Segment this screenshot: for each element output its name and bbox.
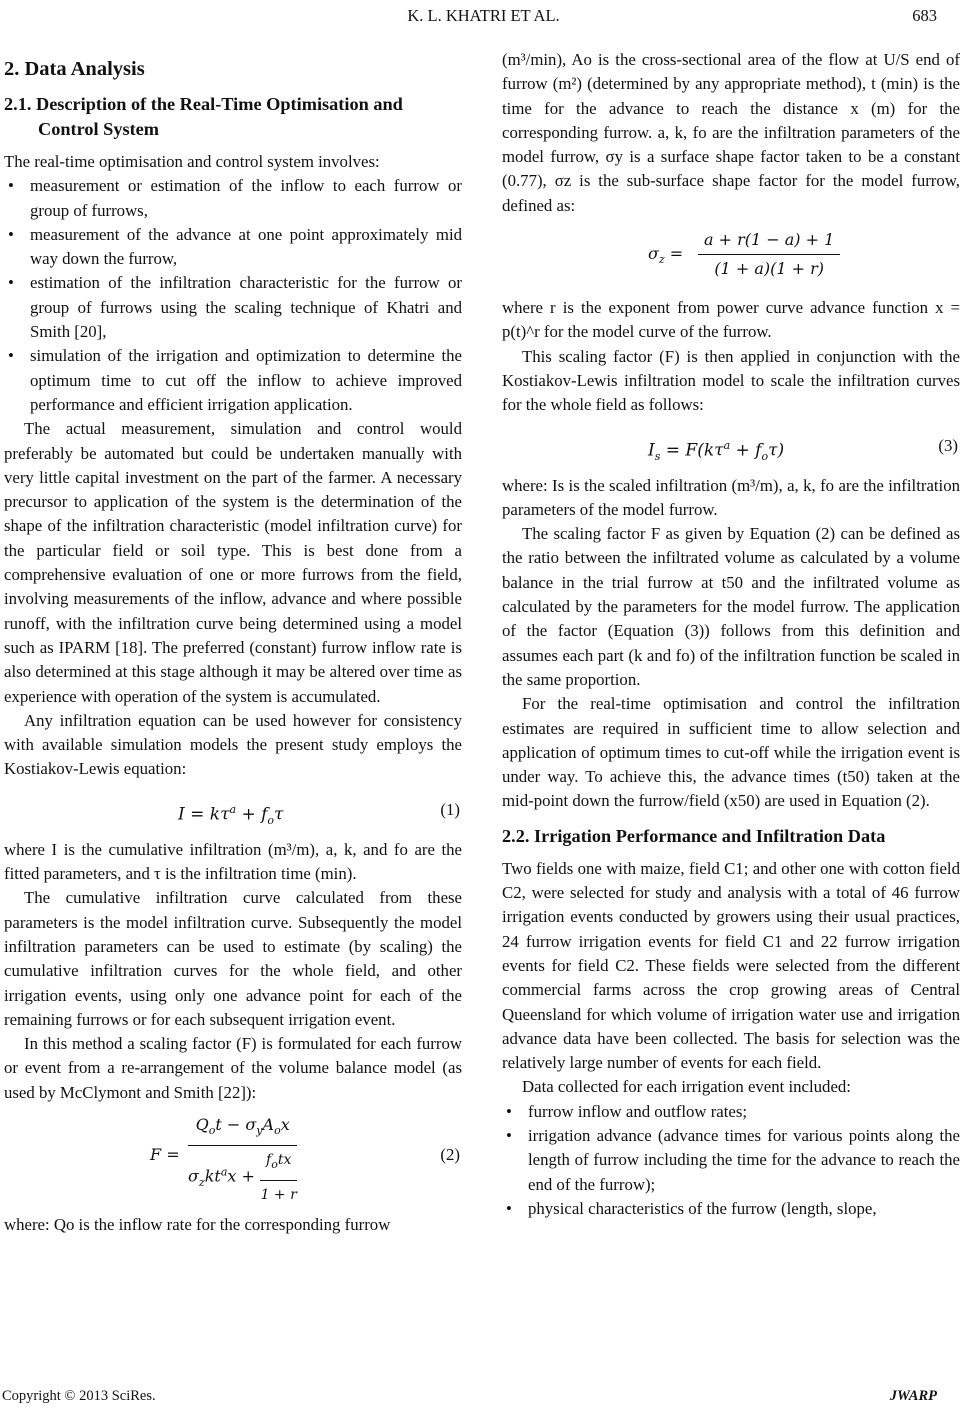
right-column bbox=[502, 48, 960, 1221]
paragraph: where I is the cumulative infiltration (m³/m), a, k, and fo are the fitted parameters, and τ is the infiltration time (min). bbox=[4, 839, 462, 884]
equation-3-body: $I_s = F(k\tau^a + f_o\tau)$ bbox=[648, 438, 785, 463]
paragraph: where r is the exponent from power curve advance function x = p(t)^r for the model curve of the furrow. bbox=[502, 298, 960, 342]
equation-number: (1) bbox=[440, 799, 460, 819]
copyright-text: Copyright © 2013 SciRes. bbox=[2, 1388, 156, 1404]
running-title: K. L. KHATRI ET AL. bbox=[407, 6, 560, 25]
paragraph: For the real-time optimisation and control the infiltration estimates are required in sufficient time to allow selection and application of optimum times to cut-off while the irrigation event is under way. To achieve this, the advance times (t50) taken at the mid-point down the furrow/field (x50) are used in Equation (2). bbox=[502, 694, 960, 811]
paragraph: The scaling factor F as given by Equation (2) can be defined as the ratio between the infiltrated volume as calculated by a volume balance in the trial furrow at t50 and the infiltrated volume as calculated by the parameters for the model furrow. The application of the factor (Equation (3)) follows from this definition and assumes each part (k and fo) of the infiltration function be scaled in the same proportion. bbox=[502, 524, 960, 689]
data-collected-list bbox=[502, 1100, 960, 1221]
paragraph: In this method a scaling factor (F) is formulated for each furrow or event from a re-arrangement of the volume balance model (as used by McClymont and Smith [22]): bbox=[4, 1034, 462, 1102]
equation-number: (2) bbox=[440, 1144, 460, 1164]
paragraph: Any infiltration equation can be used however for consistency with available simulation models the present study employs the Kostiakov-Lewis equation: bbox=[4, 710, 462, 779]
paragraph: The cumulative infiltration curve calculated from these parameters is the model infiltration curve. Subsequently the model infiltration parameters can be used to estimate (by scaling) the cumulative infiltration curves for the whole field, and other irrigation events, using only one advance point for each of the remaining furrows or for each subsequent irrigation event. bbox=[4, 888, 462, 1029]
paragraph: The actual measurement, simulation and control would preferably be automated but could be undertaken manually with very little capital investment on the part of the farmer. A necessary precursor to application of the system is the determination of the shape of the infiltration characteristic (model infiltration curve) for the particular field or soil type. This is best done from a comprehensive evaluation of one or more furrows from the field, involving measurements of the inflow, advance and where possible runoff, with the infiltration curve being determined using a model such as IPARM [18]. The preferred (constant) furrow inflow rate is also determined at this stage although it may be altered over time as experience with operation of the system is accumulated. bbox=[4, 419, 462, 706]
paragraph: where: Is is the scaled infiltration (m³/m), a, k, fo are the infiltration parameters of the model furrow. bbox=[502, 475, 960, 519]
page-number: 683 bbox=[912, 6, 937, 25]
equation-2: F = $Q_ot - \sigma_yA_ox$ $\sigma_zkt^ax$ + $\frac{f_otx}{1 + r}$ (2) bbox=[150, 1114, 460, 1203]
equation-number: (3) bbox=[938, 435, 958, 455]
list-item: • furrow inflow and outflow rates; bbox=[502, 1100, 960, 1124]
equation-1 bbox=[4, 788, 462, 832]
equation-sigma-z: $\sigma_z$ = $\frac{a + r(1 - a) + 1}{(1 + a)(1 + r)}$ bbox=[502, 222, 960, 292]
paragraph: Data collected for each irrigation event included: bbox=[522, 1077, 851, 1097]
section-title: 2. Data Analysis bbox=[4, 58, 145, 80]
list-item: • estimation of the infiltration characteristic for the furrow or group of furrows using the scaling technique of Khatri and Smith [20], bbox=[4, 271, 462, 344]
list-item: • measurement or estimation of the inflow to each furrow or group of furrows, bbox=[4, 174, 462, 223]
running-header bbox=[0, 0, 967, 28]
paragraph: where: Qo is the inflow rate for the corresponding furrow bbox=[4, 1214, 391, 1234]
subsection-title-2-1: 2.1. Description of the Real-Time Optimisation and Control System bbox=[4, 94, 403, 139]
list-item: • measurement of the advance at one point approximately mid way down the furrow, bbox=[4, 223, 462, 272]
equation-1-body: $I = k\tau^a + f_o\tau$ bbox=[178, 802, 284, 827]
list-item: • irrigation advance (advance times for various points along the length of furrow including the time for the advance to reach the end of the furrow); bbox=[502, 1124, 960, 1197]
list-item: • simulation of the irrigation and optimization to determine the optimum time to cut off the inflow to achieve improved performance and efficient irrigation application. bbox=[4, 344, 462, 417]
left-column bbox=[4, 48, 462, 1237]
paragraph: Two fields one with maize, field C1; and other one with cotton field C2, were selected for study and analysis with a total of 46 furrow irrigation events conducted by growers using their usual practices, 24 furrow irrigation events for field C1 and 22 furrow irrigation events for field C2. These fields were selected from the different commercial farms across the crop growing areas of Central Queensland for which volume of irrigation water use and irrigation advance data have been collected. The basis for selection was the relatively large number of events for each field. bbox=[502, 858, 960, 1073]
paragraph: (m³/min), Ao is the cross-sectional area of the flow at U/S end of furrow (m²) (determined by any appropriate method), t (min) is the time for the advance to reach the distance x (m) for the corresponding furrow. a, k, fo are the infiltration parameters of the model furrow, σy is a surface shape factor taken to be a constant (0.77), σz is the sub-surface shape factor for the model furrow, defined as: bbox=[502, 50, 960, 215]
system-steps-list bbox=[4, 174, 462, 417]
list-item: • physical characteristics of the furrow (length, slope, bbox=[502, 1197, 960, 1221]
equation-3 bbox=[502, 424, 960, 468]
journal-name: JWARP bbox=[889, 1388, 937, 1404]
subsection-title-2-2: 2.2. Irrigation Performance and Infiltration Data bbox=[502, 825, 886, 846]
paragraph: This scaling factor (F) is then applied in conjunction with the Kostiakov-Lewis infiltration model to scale the infiltration curves for the whole field as follows: bbox=[502, 346, 960, 415]
intro-paragraph: The real-time optimisation and control system involves: bbox=[4, 152, 380, 171]
